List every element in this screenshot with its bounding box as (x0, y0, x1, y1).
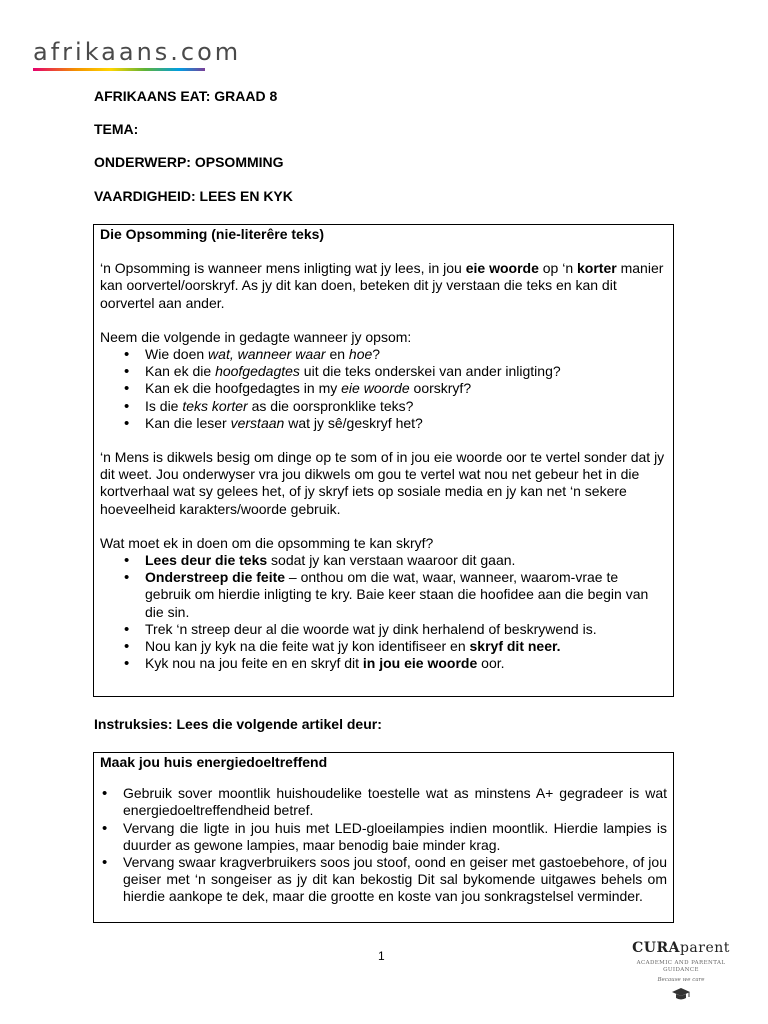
list-item: • Vervang swaar kragverbruikers soos jou stoof, oond en geiser met gastoebehore, of jou geiser met ‘n songeiser as jy dit kan bekostig Dit sal bykomende uitgawes behels om hierdie aankope te dek, maar die grootte en koste van jou sonkragstelsel verminder. (100, 854, 667, 906)
list-item: • Wie doen wat, wanneer waar en hoe? (100, 346, 667, 363)
logo-stripe (33, 68, 205, 71)
definition-paragraph: ‘n Opsomming is wanneer mens inligting wat jy lees, in jou eie woorde op ‘n korter manier kan oorvertel/oorskryf. As jy dit kan doen, beteken dit jy verstaan die teks en kan dit oorvertel aan ander. (100, 260, 664, 311)
list-item: • Kan die leser verstaan wat jy sê/geskryf het? (100, 415, 667, 432)
list-item: • Nou kan jy kyk na die feite wat jy kon identifiseer en skryf dit neer. (100, 638, 667, 655)
heading-subject: AFRIKAANS EAT: GRAAD 8 (94, 88, 278, 104)
heading-skill: VAARDIGHEID: LEES EN KYK (94, 188, 293, 204)
logo-text: afrikaans.com (33, 38, 242, 66)
article-title: Maak jou huis energiedoeltreffend (100, 754, 328, 770)
cura-tagline: Because we care (657, 977, 705, 983)
box-title: Die Opsomming (nie-literêre teks) (100, 226, 325, 242)
curaparent-logo (628, 940, 734, 1006)
list-item: • Kan ek die hoofgedagtes uit die teks onderskei van ander inligting? (100, 363, 667, 380)
steps-list (100, 552, 667, 672)
list-item: • Is die teks korter as die oorspronklike teks? (100, 398, 667, 415)
list-item: • Kyk nou na jou feite en en skryf dit in jou eie woorde oor. (100, 655, 667, 672)
cura-subtitle: ACADEMIC AND PARENTAL GUIDANCE (636, 960, 726, 973)
list-item: • Onderstreep die feite – onthou om die wat, waar, wanneer, waarom-vrae te gebruik om hierdie inligting te kry. Baie keer staan die hoofidee aan die begin van die sin. (100, 569, 667, 621)
list-item: • Kan ek die hoofgedagtes in my eie woorde oorskryf? (100, 380, 667, 397)
heading-theme: TEMA: (94, 121, 139, 137)
everyday-paragraph: ‘n Mens is dikwels besig om dinge op te som of in jou eie woorde oor te vertel sonder dat jy dit weet. Jou onderwyser vra jou dikwels om gou te vertel wat nou net gebeur het in die kortverhaal wat sy gelees het, of jy skryf iets op sosiale media en jy kan net ‘n sekere hoeveelheid karakters/woorde gebruik. (100, 449, 665, 517)
checklist (100, 346, 667, 432)
steps-intro: Wat moet ek in doen om die opsomming te kan skryf? (100, 534, 434, 551)
list-item: • Gebruik sover moontlik huishoudelike toestelle wat as minstens A+ gegradeer is wat energiedoeltreffendheid betref. (100, 785, 667, 819)
checklist-intro: Neem die volgende in gedagte wanneer jy opsom: (100, 328, 412, 345)
article-box (93, 752, 674, 923)
instructions-heading: Instruksies: Lees die volgende artikel deur: (94, 716, 382, 732)
summary-info-box (93, 224, 674, 697)
article-list (100, 785, 667, 905)
list-item: • Vervang die ligte in jou huis met LED-gloeilampies indien moontlik. Hierdie lampies is duurder as gewone lampies, maar benodig baie minder krag. (100, 820, 667, 854)
page-number: 1 (378, 949, 385, 963)
list-item: • Trek ‘n streep deur al die woorde wat jy dink herhalend of beskrywend is. (100, 621, 667, 638)
list-item: • Lees deur die teks sodat jy kan verstaan waaroor dit gaan. (100, 552, 667, 569)
cura-wordmark: CURAparent (632, 940, 730, 956)
heading-topic: ONDERWERP: OPSOMMING (94, 154, 284, 170)
afrikaans-logo (33, 40, 241, 71)
graduation-cap-icon (671, 987, 691, 1001)
